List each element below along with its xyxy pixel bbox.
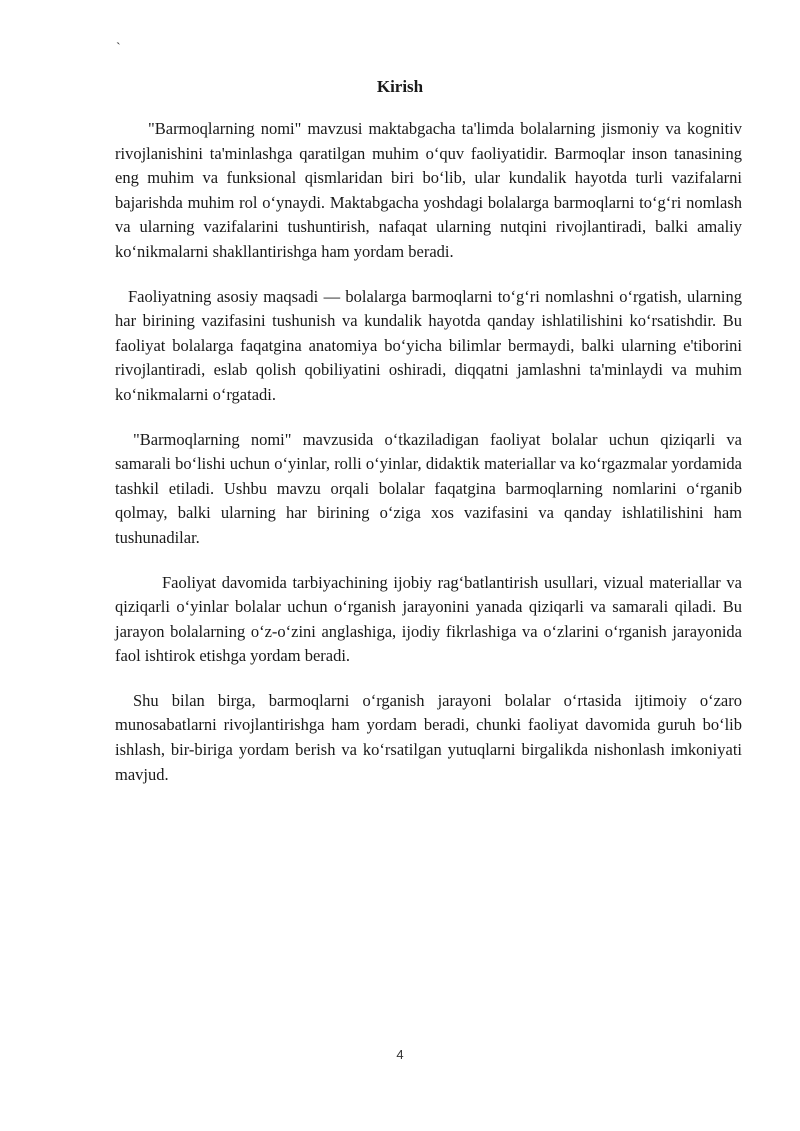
page-number: 4 (396, 1047, 404, 1062)
paragraph-4: Faoliyat davomida tarbiyachining ijobiy rag‘batlantirish usullari, vizual materiallar va qiziqarli o‘yinlar bolalar uchun o‘rganish jarayonini yanada qiziqarli va samarali qiladi. Bu jarayon bolalarning o‘z-o‘zini anglashiga, ijodiy fikrlashiga va o‘zlarini o‘rganish jarayonida faol ishtirok etishga yordam beradi. (115, 572, 742, 666)
paragraph-1: "Barmoqlarning nomi" mavzusi maktabgacha ta'limda bolalarning jismoniy va kognitiv rivojlanishini ta'minlashga qaratilgan muhim o‘quv faoliyatidir. Barmoqlar inson tanasining eng muhim va funksional qismlaridan biri bo‘lib, ular kundalik hayotda turli vazifalarni bajarishda muhim rol o‘ynaydi. Maktabgacha yoshdagi bolalarga barmoqlarni to‘g‘ri nomlash va ularning vazifalarini tushuntirish, nafaqat ularning nutqini rivojlantiradi, balki amaliy ko‘nikmalarni shakllantirishga ham yordam beradi. (115, 119, 742, 261)
stray-mark: ` (116, 41, 121, 56)
paragraph-2: Faoliyatning asosiy maqsadi — bolalarga barmoqlarni to‘g‘ri nomlashni o‘rgatish, ularning har birining vazifasini tushunish va kundalik hayotda qanday ishlatilishini ko‘rsatishdir. Bu faoliyat bolalarga faqatgina anatomiya bo‘yicha bilimlar bermaydi, balki ularning e'tiborini rivojlantiradi, eslab qolish qobiliyatini oshiradi, diqqatni jamlashni ta'minlaydi va muhim ko‘nikmalarni o‘rgatadi. (115, 286, 742, 404)
section-title: Kirish (376, 77, 424, 96)
paragraph-3: "Barmoqlarning nomi" mavzusida o‘tkaziladigan faoliyat bolalar uchun qiziqarli va samarali bo‘lishi uchun o‘yinlar, rolli o‘yinlar, didaktik materiallar va ko‘rgazmalar yordamida tashkil etiladi. Ushbu mavzu orqali bolalar faqatgina barmoqlarning nomlarini o‘rganib qolmay, balki ularning har birining o‘ziga xos vazifasini va qanday ishlatilishini ham tushunadilar. (115, 429, 742, 547)
body-text (115, 117, 742, 787)
paragraph-5: Shu bilan birga, barmoqlarni o‘rganish jarayoni bolalar o‘rtasida ijtimoiy o‘zaro munosabatlarni rivojlantirishga ham yordam beradi, chunki faoliyat davomida guruh bo‘lib ishlash, bir-biriga yordam berish va ko‘rsatilgan yutuqlarni birgalikda nishonlash imkoniyati mavjud. (115, 690, 742, 784)
